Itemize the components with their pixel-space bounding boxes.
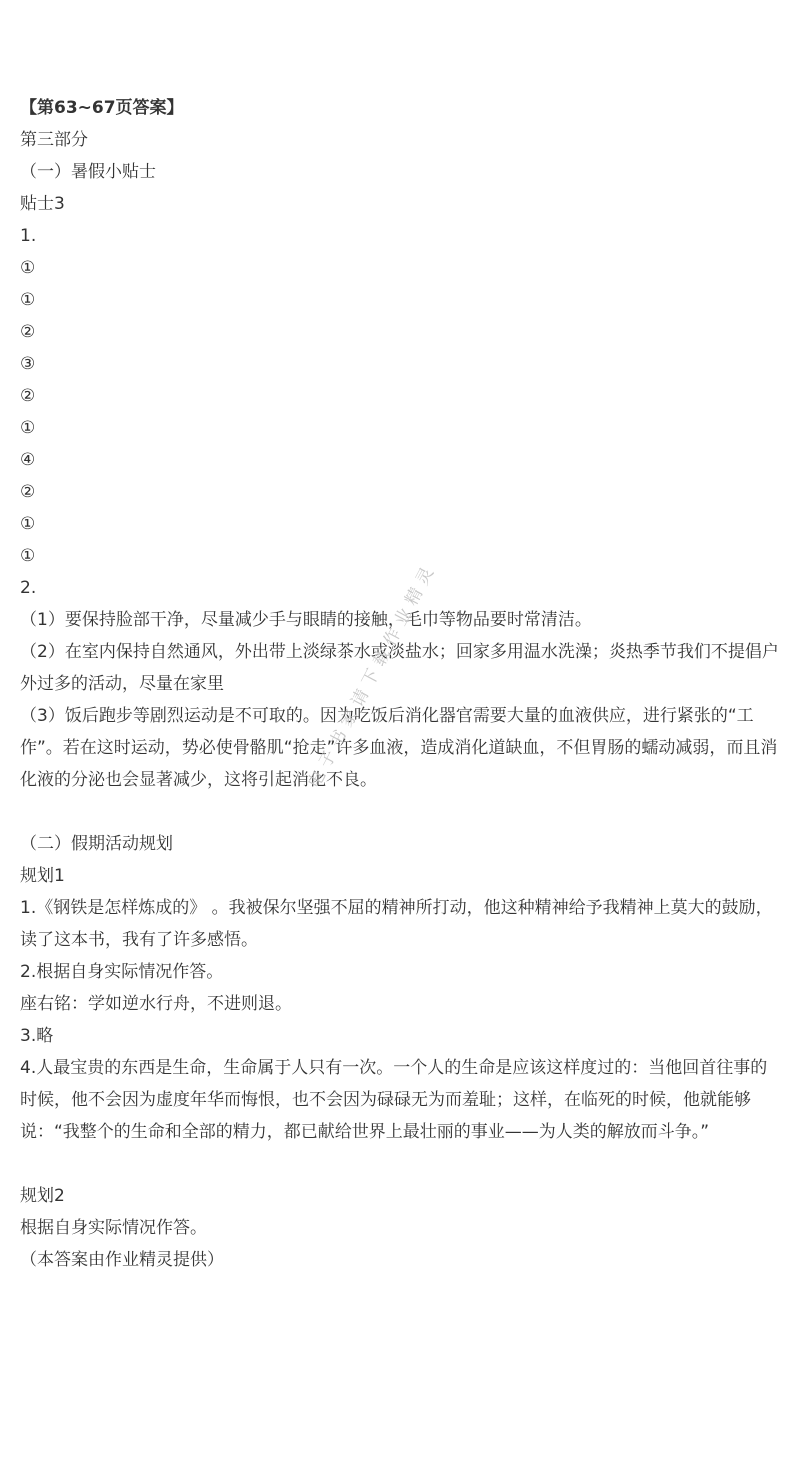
question1-number: 1. <box>20 226 37 246</box>
section1-heading: （一）暑假小贴士 <box>20 162 156 182</box>
tip-label: 贴士3 <box>20 194 65 214</box>
plan1-answer-2: 2.根据自身实际情况作答。 <box>20 962 224 982</box>
question2-number: 2. <box>20 578 37 598</box>
answer-item: ① <box>20 514 36 534</box>
answer-item: ① <box>20 546 36 566</box>
spacer <box>20 796 782 828</box>
plan1-label: 规划1 <box>20 866 65 886</box>
question2-answer-3: （3）饭后跑步等剧烈运动是不可取的。因为吃饭后消化器官需要大量的血液供应，进行紧张的“工作”。若在这时运动，势必使骨骼肌“抢走”许多血液，造成消化道缺血，不但胃肠的蠕动减弱，而且消化液的分泌也会显著减少，这将引起消化不良。 <box>20 706 778 790</box>
answer-item: ② <box>20 322 36 342</box>
part-label: 第三部分 <box>20 130 88 150</box>
footer-note: （本答案由作业精灵提供） <box>20 1250 224 1270</box>
plan2-label: 规划2 <box>20 1186 65 1206</box>
answer-item: ④ <box>20 450 36 470</box>
answer-item: ① <box>20 290 36 310</box>
answer-page <box>20 92 782 1276</box>
page-title: 【第63~67页答案】 <box>20 98 184 118</box>
question2-answer-2: （2）在室内保持自然通风，外出带上淡绿茶水或淡盐水；回家多用温水洗澡；炎热季节我们不提倡户外过多的活动，尽量在家里 <box>20 642 779 694</box>
plan1-motto: 座右铭：学如逆水行舟，不进则退。 <box>20 994 292 1014</box>
spacer <box>20 1148 782 1180</box>
section2-heading: （二）假期活动规划 <box>20 834 173 854</box>
plan1-answer-4: 4.人最宝贵的东西是生命，生命属于人只有一次。一个人的生命是应该这样度过的：当他回首往事的时候，他不会因为虚度年华而悔恨，也不会因为碌碌无为而羞耻；这样，在临死的时候，他就能够说：“我整个的生命和全部的精力，都已献给世界上最壮丽的事业——为人类的解放而斗争。” <box>20 1058 768 1142</box>
answer-item: ② <box>20 482 36 502</box>
answer-item: ② <box>20 386 36 406</box>
plan2-answer: 根据自身实际情况作答。 <box>20 1218 207 1238</box>
watermark: 电子书家请下载作业精灵 <box>304 558 441 792</box>
answer-item: ③ <box>20 354 36 374</box>
answer-item: ① <box>20 418 36 438</box>
answer-item: ① <box>20 258 36 278</box>
plan1-answer-1: 1.《钢铁是怎样炼成的》 。我被保尔坚强不屈的精神所打动，他这种精神给予我精神上莫大的鼓励，读了这本书，我有了许多感悟。 <box>20 898 773 950</box>
question2-answer-1: （1）要保持脸部干净，尽量减少手与眼睛的接触，毛巾等物品要时常清洁。 <box>20 610 592 630</box>
plan1-answer-3: 3.略 <box>20 1026 54 1046</box>
